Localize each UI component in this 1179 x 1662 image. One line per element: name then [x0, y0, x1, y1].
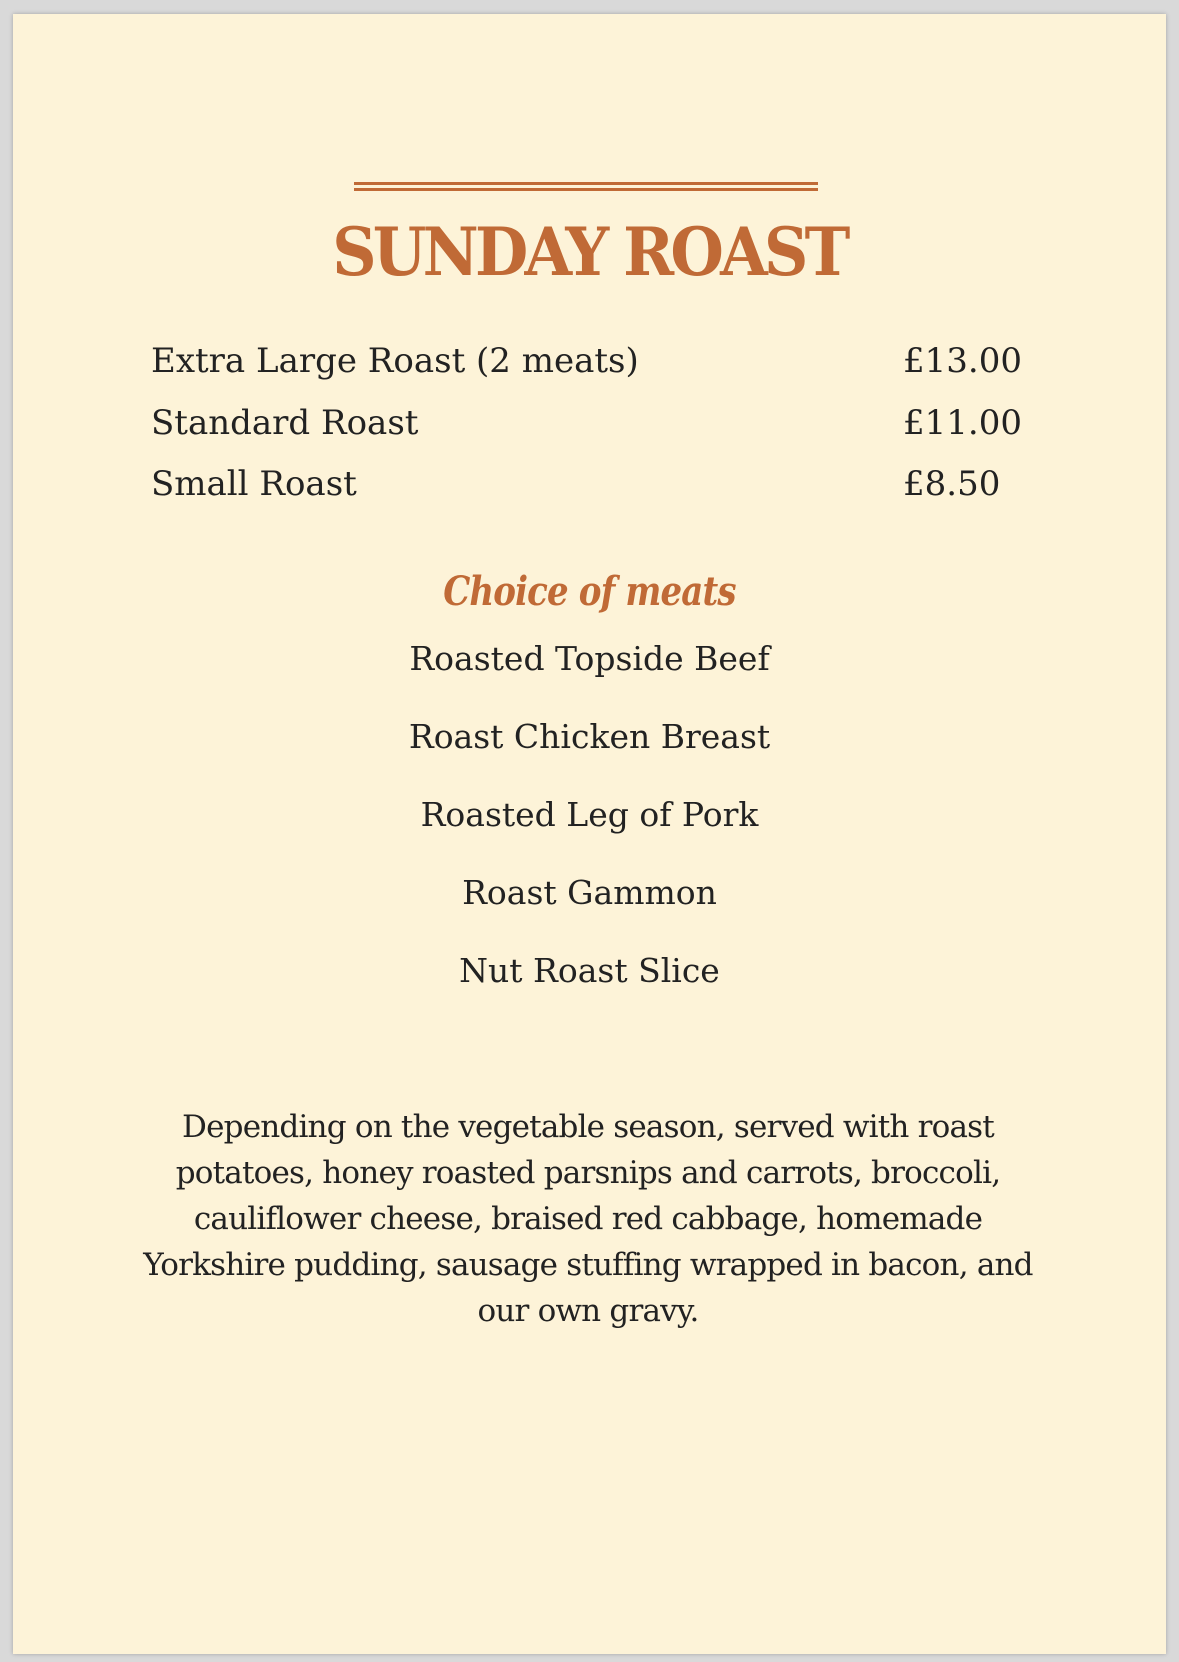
title-rule-line-top [354, 182, 818, 185]
meat-item-pork: Roasted Leg of Pork [420, 795, 759, 834]
price-row-extra-large [151, 336, 1031, 386]
menu-title: SUNDAY ROAST [332, 213, 847, 291]
roast-price: £11.00 [903, 403, 1022, 443]
meats-heading: Choice of meats [443, 568, 736, 615]
price-row-standard [151, 398, 1031, 448]
meat-item-beef: Roasted Topside Beef [409, 639, 770, 678]
menu-page [13, 14, 1166, 1654]
roast-name: Extra Large Roast (2 meats) [151, 341, 639, 381]
title-rule-line-bottom [354, 188, 818, 191]
meat-item-nut-roast: Nut Roast Slice [459, 951, 720, 990]
meat-item-chicken: Roast Chicken Breast [408, 717, 771, 756]
roast-price: £8.50 [903, 464, 1001, 504]
roast-price: £13.00 [903, 341, 1022, 381]
meat-item-gammon: Roast Gammon [462, 873, 717, 912]
roast-name: Small Roast [151, 464, 357, 504]
title-double-rule [354, 182, 818, 191]
roast-name: Standard Roast [151, 403, 419, 443]
price-row-small [151, 459, 1031, 509]
accompaniments-description: Depending on the vegetable season, served with roast potatoes, honey roasted parsnips and carrots, broccoli, cauliflower cheese, braised red cabbage, homemade Yorkshire pudding, sausage stuffing wrapped in bacon, and our own gravy. [143, 1109, 1033, 1329]
